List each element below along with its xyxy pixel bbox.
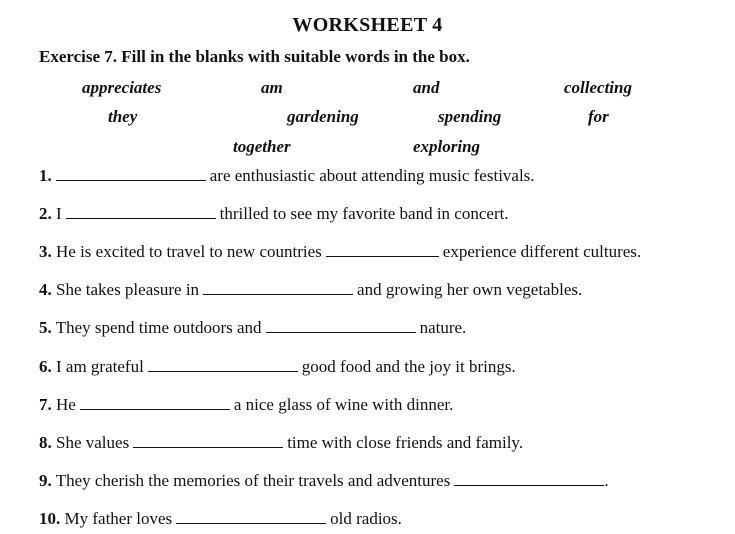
question-text-before: She values [56, 433, 130, 452]
question-text-after: are enthusiastic about attending music festivals. [209, 166, 535, 185]
question-text-after: . [604, 471, 609, 490]
question-number: 8. [39, 433, 52, 452]
answer-blank[interactable] [176, 509, 326, 524]
question-number: 6. [39, 357, 52, 376]
question-text-after: and growing her own vegetables. [357, 280, 583, 299]
word-box-item: together [233, 137, 291, 156]
answer-blank[interactable] [80, 395, 230, 410]
question-text-before: I [56, 204, 62, 223]
worksheet-title: WORKSHEET 4 [292, 14, 443, 36]
question-text-before: They cherish the memories of their travels and adventures [55, 471, 451, 490]
word-box-item: they [108, 107, 138, 126]
word-box-item: collecting [564, 78, 632, 97]
word-box-item: am [261, 78, 283, 97]
question-text-after: time with close friends and family. [287, 433, 524, 452]
question-4 [39, 280, 582, 300]
question-text-after: experience different cultures. [442, 242, 642, 261]
question-number: 2. [39, 204, 52, 223]
question-text-before: He is excited to travel to new countries [56, 242, 322, 261]
word-box-item: for [588, 107, 609, 126]
answer-blank[interactable] [326, 242, 439, 257]
question-text-after: old radios. [330, 509, 402, 528]
question-text-after: thrilled to see my favorite band in concert. [219, 204, 509, 223]
question-text-before: My father loves [64, 509, 173, 528]
answer-blank[interactable] [133, 433, 283, 448]
question-1 [39, 166, 535, 186]
question-number: 5. [39, 318, 52, 337]
answer-blank[interactable] [66, 204, 216, 219]
question-text-after: nature. [419, 318, 467, 337]
question-text-before: She takes pleasure in [56, 280, 200, 299]
answer-blank[interactable] [266, 318, 416, 333]
answer-blank[interactable] [203, 280, 353, 295]
word-box-item: gardening [287, 107, 359, 126]
question-2 [39, 204, 509, 224]
word-box-item: exploring [413, 137, 481, 156]
question-number: 4. [39, 280, 52, 299]
word-box-item: appreciates [82, 78, 162, 97]
word-box-item: spending [438, 107, 502, 126]
question-5 [39, 318, 466, 338]
question-3 [39, 242, 641, 262]
answer-blank[interactable] [56, 166, 206, 181]
question-10 [39, 509, 402, 529]
question-number: 1. [39, 166, 52, 185]
answer-blank[interactable] [148, 357, 298, 372]
answer-blank[interactable] [454, 471, 604, 486]
question-number: 3. [39, 242, 52, 261]
question-7 [39, 395, 453, 415]
question-text-before: I am grateful [56, 357, 144, 376]
question-8 [39, 433, 523, 453]
question-number: 9. [39, 471, 52, 490]
question-9 [39, 471, 609, 491]
question-number: 7. [39, 395, 52, 414]
question-text-before: He [56, 395, 76, 414]
question-text-after: good food and the joy it brings. [301, 357, 516, 376]
exercise-instruction: Exercise 7. Fill in the blanks with suitable words in the box. [39, 47, 470, 66]
word-box-item: and [413, 78, 440, 97]
question-number: 10. [39, 509, 61, 528]
question-text-after: a nice glass of wine with dinner. [233, 395, 454, 414]
question-text-before: They spend time outdoors and [55, 318, 262, 337]
question-6 [39, 357, 516, 377]
